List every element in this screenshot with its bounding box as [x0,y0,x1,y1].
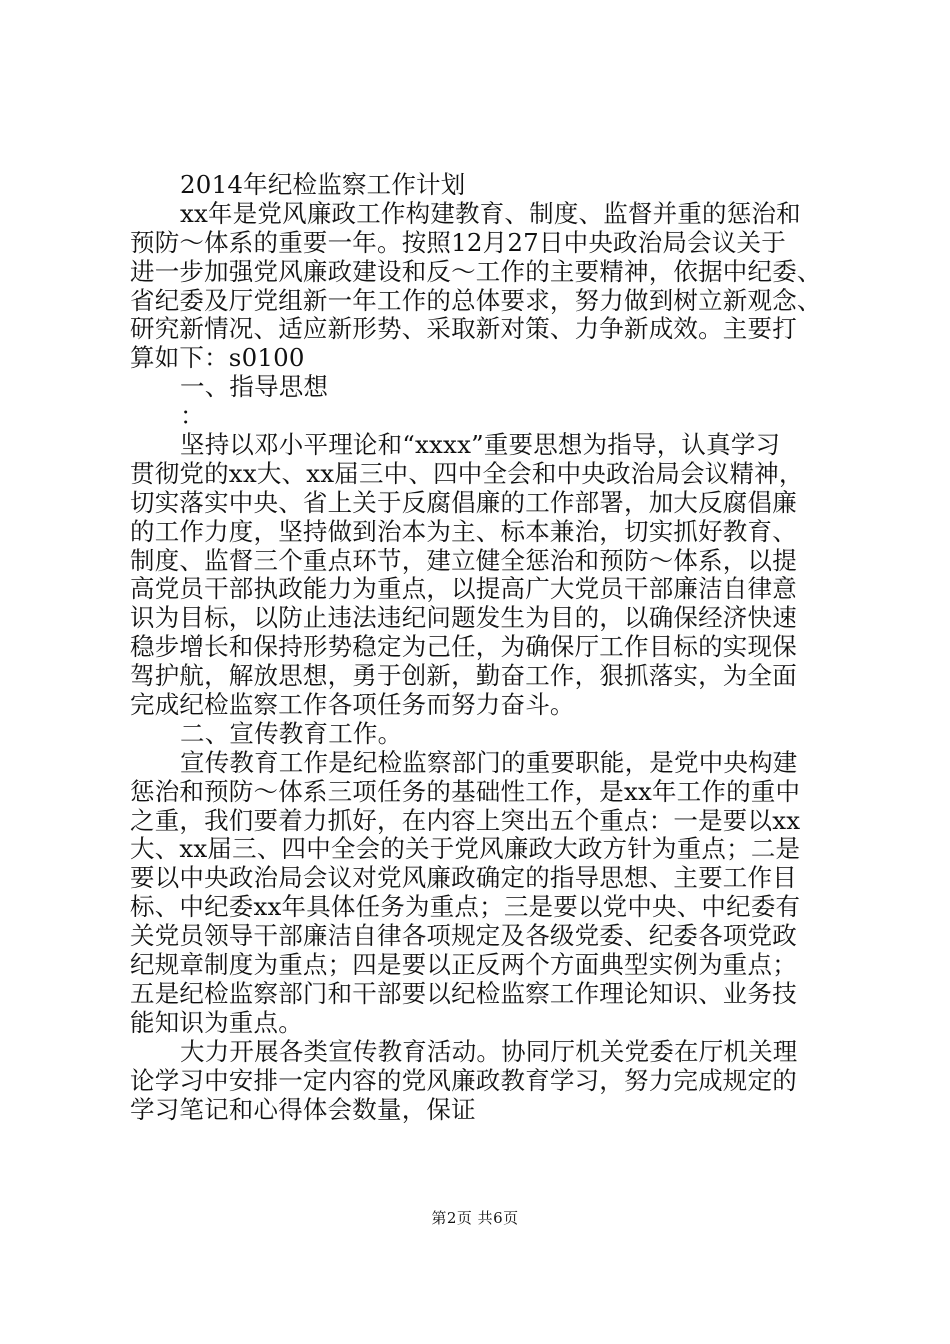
text-line: 大力开展各类宣传教育活动。协同厅机关党委在厅机关理 [180,1036,798,1066]
text-line: 研究新情况、适应新形势、采取新对策、力争新成效。主要打 [130,314,797,344]
text-line: 之重，我们要着力抓好，在内容上突出五个重点：一是要以xx [130,805,801,835]
text-line: 制度、监督三个重点环节，建立健全惩治和预防～体系，以提 [130,545,797,575]
section-heading: 二、宣传教育工作。 [180,718,403,748]
text-line: 关党员领导干部廉洁自律各项规定及各级党委、纪委各项党政 [130,921,797,951]
text-line: 坚持以邓小平理论和“xxxx”重要思想为指导，认真学习 [180,430,781,460]
page-number-footer: 第2页 共6页 [431,1209,519,1227]
document-body [130,171,860,1124]
section-heading: 一、指导思想 [180,372,329,402]
text-line: 进一步加强党风廉政建设和反～工作的主要精神，依据中纪委、 [130,256,822,286]
text-line: 惩治和预防～体系三项任务的基础性工作，是xx年工作的重中 [130,776,801,806]
text-line: ： [180,401,205,431]
text-line: 贯彻党的xx大、xx届三中、四中全会和中央政治局会议精神， [130,458,804,488]
text-line: 要以中央政治局会议对党风廉政确定的指导思想、主要工作目 [130,863,797,893]
document-title: 2014年纪检监察工作计划 [180,170,466,199]
text-line: 标、中纪委xx年具体任务为重点；三是要以党中央、中纪委有 [130,892,801,922]
text-line: 稳步增长和保持形势稳定为己任，为确保厅工作目标的实现保 [130,632,797,662]
text-line: 省纪委及厅党组新一年工作的总体要求，努力做到树立新观念、 [130,285,822,315]
text-line: xx年是党风廉政工作构建教育、制度、监督并重的惩治和 [180,198,801,228]
text-line: 完成纪检监察工作各项任务而努力奋斗。 [130,690,575,720]
text-line: 学习笔记和心得体会数量，保证 [130,1094,476,1124]
text-line: 算如下：s0100 [130,343,305,373]
text-line: 预防～体系的重要一年。按照12月27日中央政治局会议关于 [130,227,786,257]
text-line: 五是纪检监察部门和干部要以纪检监察工作理论知识、业务技 [130,978,797,1008]
text-line: 高党员干部执政能力为重点，以提高广大党员干部廉洁自律意 [130,574,797,604]
text-line: 宣传教育工作是纪检监察部门的重要职能，是党中央构建 [180,747,798,777]
text-line: 论学习中安排一定内容的党风廉政教育学习，努力完成规定的 [130,1065,797,1095]
text-line: 能知识为重点。 [130,1007,303,1037]
text-line: 驾护航，解放思想，勇于创新，勤奋工作，狠抓落实，为全面 [130,661,797,691]
text-line: 的工作力度，坚持做到治本为主、标本兼治，切实抓好教育、 [130,516,797,546]
text-line: 纪规章制度为重点；四是要以正反两个方面典型实例为重点； [130,950,797,980]
text-line: 大、xx届三、四中全会的关于党风廉政大政方针为重点；二是 [130,834,801,864]
text-line: 切实落实中央、省上关于反腐倡廉的工作部署，加大反腐倡廉 [130,487,797,517]
text-line: 识为目标，以防止违法违纪问题发生为目的，以确保经济快速 [130,603,797,633]
